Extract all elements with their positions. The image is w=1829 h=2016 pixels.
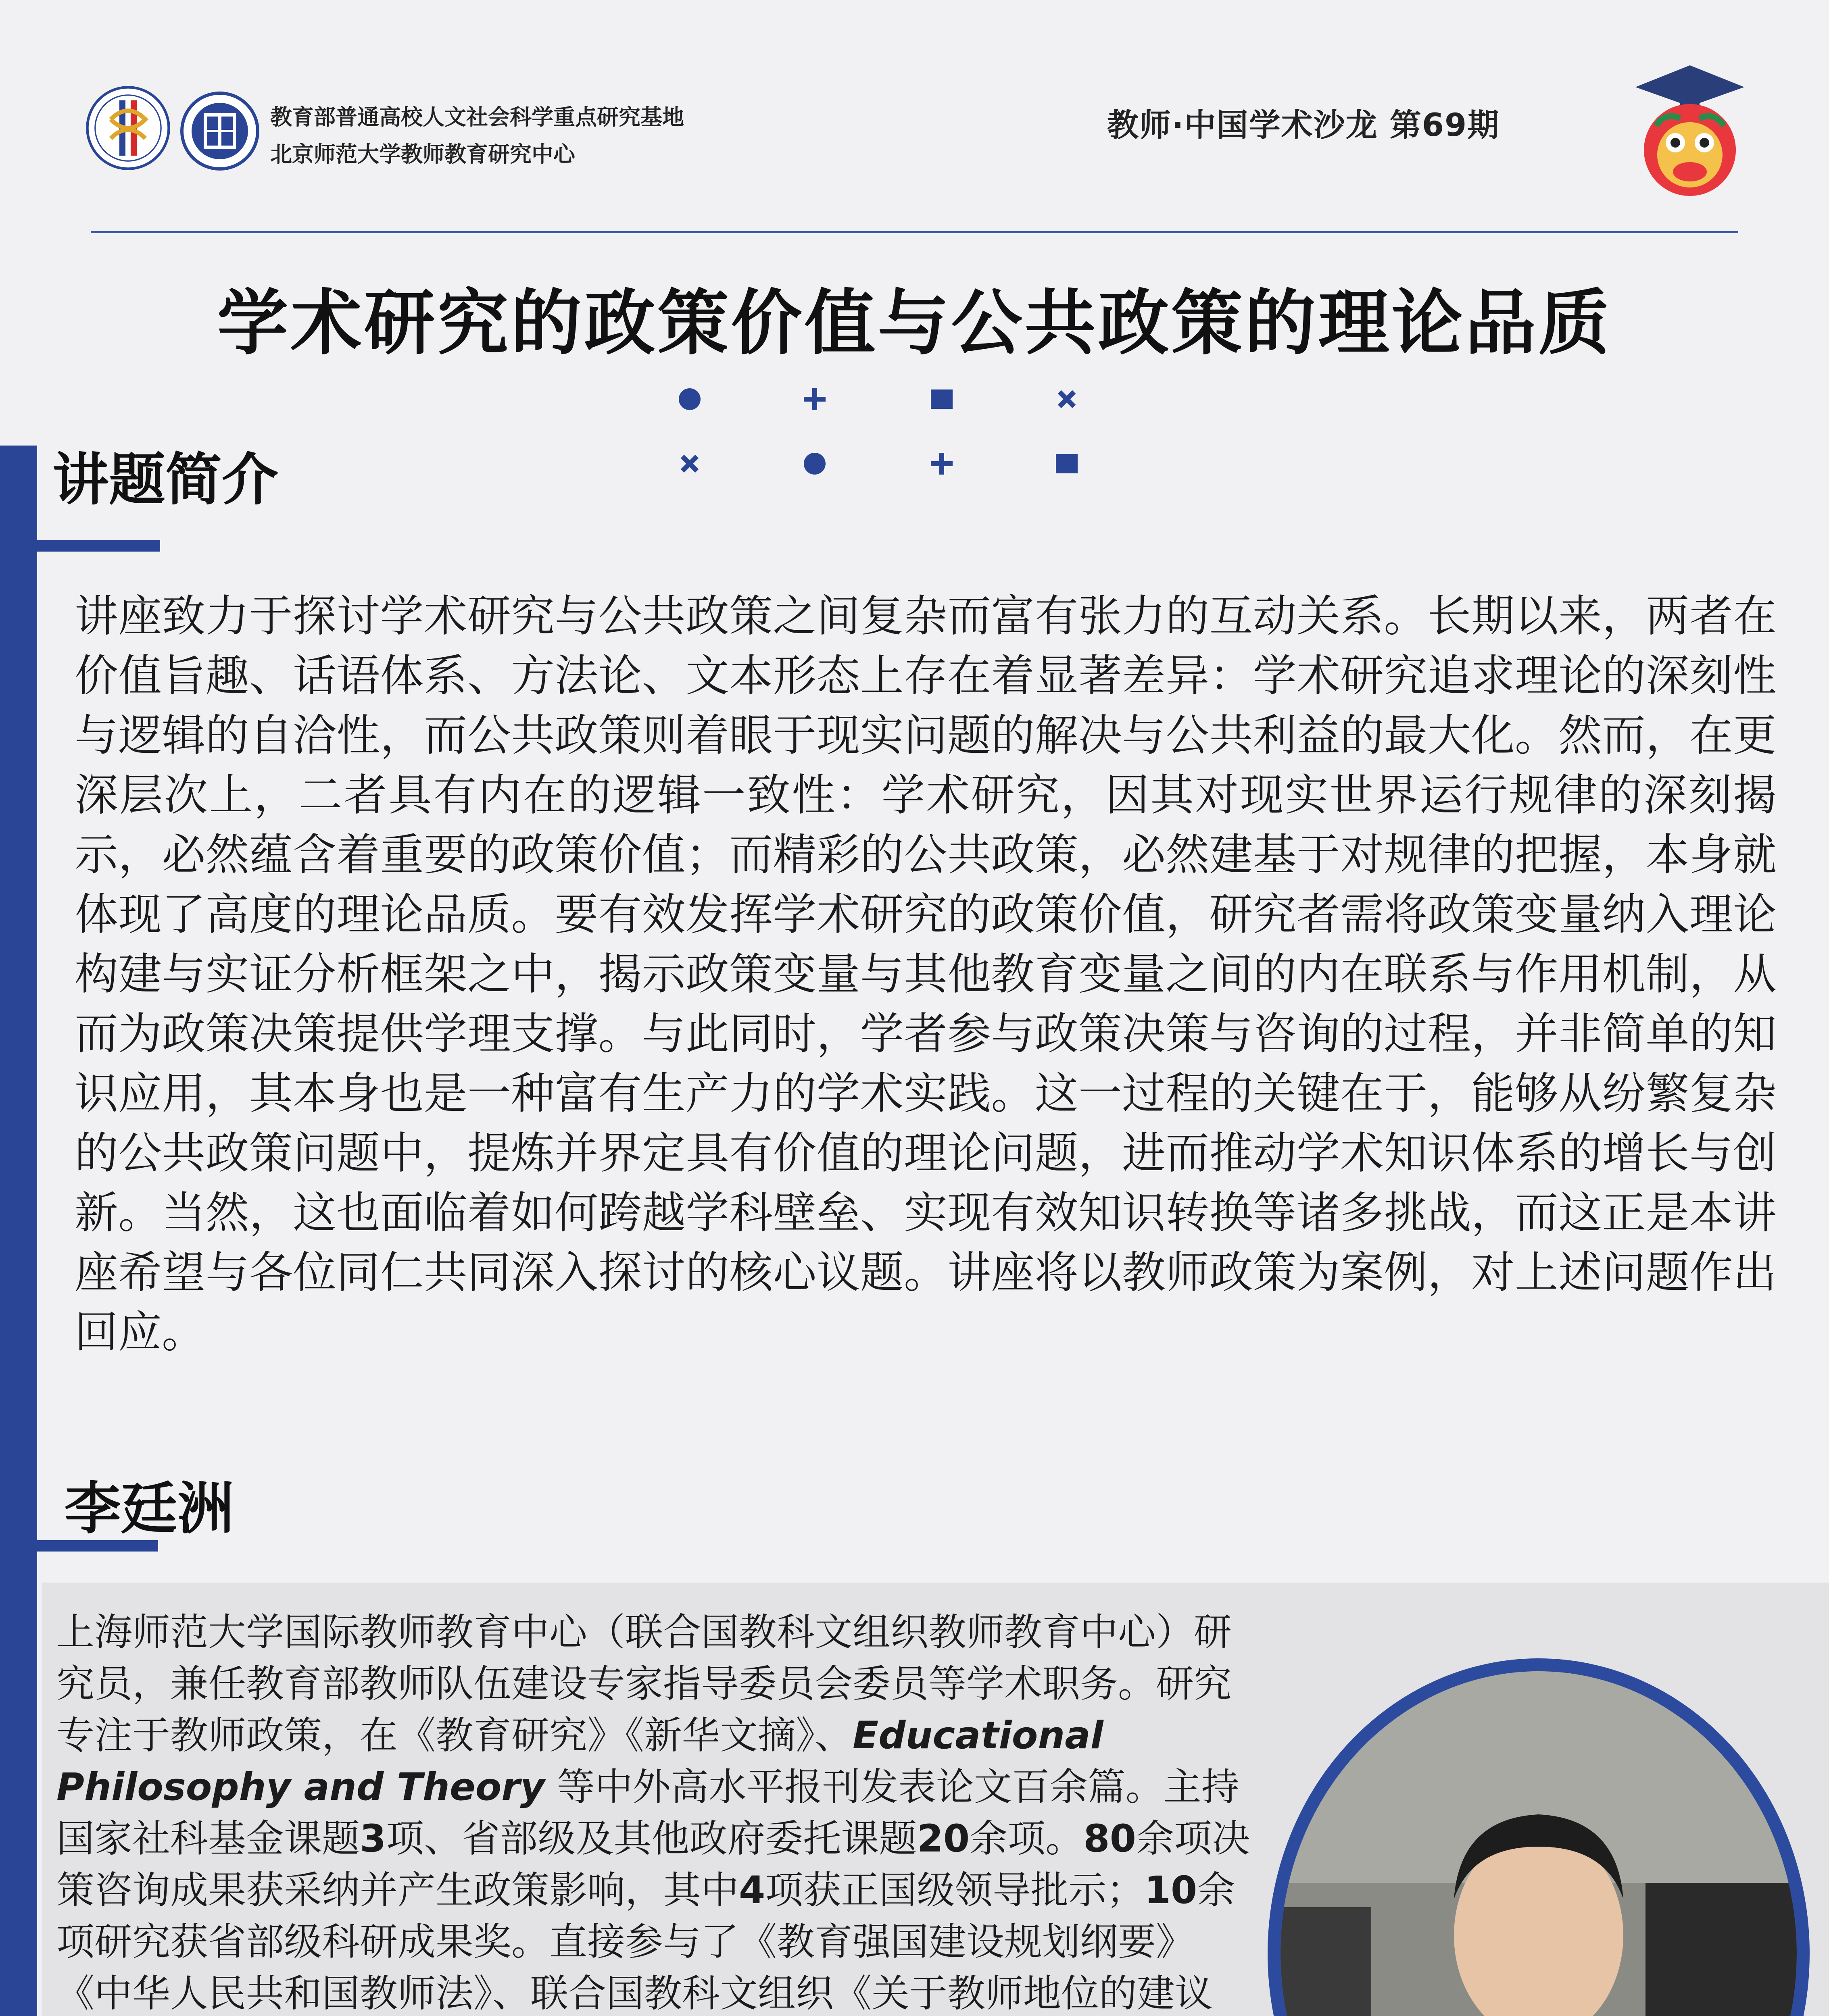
plus-decor-icon <box>930 452 954 476</box>
institution-line2: 北京师范大学教师教育研究中心 <box>270 142 575 167</box>
intro-heading: 讲题简介 <box>52 447 279 513</box>
dot-decor-icon <box>803 452 827 476</box>
lion-mascot-icon <box>1629 62 1750 204</box>
institution-line1: 教育部普通高校人文社会科学重点研究基地 <box>270 104 684 130</box>
square-decor-icon <box>930 387 954 411</box>
series-label: 教师·中国学术沙龙 第69期 <box>1107 107 1500 144</box>
intro-text: 讲座致力于探讨学术研究与公共政策之间复杂而富有张力的互动关系。长期以来，两者在价值旨趣、话语体系、方法论、文本形态上存在着显著差异：学术研究追求理论的深刻性与逻辑的自洽性，而公共政策则着眼于现实问题的解决与公共利益的最大化。然而，在更深层次上，二者具有内在的逻辑一致性：学术研究，因其对现实世界运行规律的深刻揭示，必然蕴含着重要的政策价值；而精彩的公共政策，必然建基于对规律的把握，本身就体现了高度的理论品质。要有效发挥学术研究的政策价值，研究者需将政策变量纳入理论构建与实证分析框架之中，揭示政策变量与其他教育变量之间的内在联系与作用机制，从而为政策决策提供学理支撑。与此同时，学者参与政策决策与咨询的过程，并非简单的知识应用，其本身也是一种富有生产力的学术实践。这一过程的关键在于，能够从纷繁复杂的公共政策问题中，提炼并界定具有价值的理论问题，进而推动学术知识体系的增长与创新。当然，这也面临着如何跨越学科壁垒、实现有效知识转换等诸多挑战，而这正是本讲座希望与各位同仁共同深入探讨的核心议题。讲座将以教师政策为案例，对上述问题作出回应。 <box>75 591 1777 1358</box>
journal-name: Educational Philosophy and Theory <box>56 1714 1103 1809</box>
left-accent-bar <box>0 446 37 2016</box>
school-emblem-icon <box>85 85 171 171</box>
header-divider <box>91 231 1738 233</box>
dot-decor-icon <box>678 387 702 411</box>
intro-heading-underline <box>37 540 160 552</box>
speaker-photo <box>1266 1657 1811 2016</box>
bnu-seal-icon <box>179 91 260 171</box>
page-title: 学术研究的政策价值与公共政策的理论品质 <box>217 282 1612 364</box>
speaker-name: 李廷洲 <box>65 1476 234 1542</box>
cross-decor-icon <box>1055 387 1079 411</box>
plus-decor-icon <box>803 387 827 411</box>
square-decor-icon <box>1055 452 1079 476</box>
speaker-bio: 上海师范大学国际教师教育中心（联合国教科文组织教师教育中心）研究员，兼任教育部教师队伍建设专家指导委员会委员等学术职务。研究专注于教师政策，在《教育研究》《新华文摘》、Educational Philosophy and Theory 等中外高水平报刊发表论文百余篇。主持国家社科基金课题3项、省部级及其他政府委托课题20余项。80余项决策咨询成果获采纳并产生政策影响，其中4项获正国级领导批示；10余项研究获省部级科研成果奖。直接参与了《教育强国建设规划纲要》《中华人民共和国教师法》、联合国教科文组织《关于教师地位的建议 <box>56 1610 1250 2016</box>
cross-decor-icon <box>678 452 702 476</box>
institution-text <box>270 99 684 173</box>
